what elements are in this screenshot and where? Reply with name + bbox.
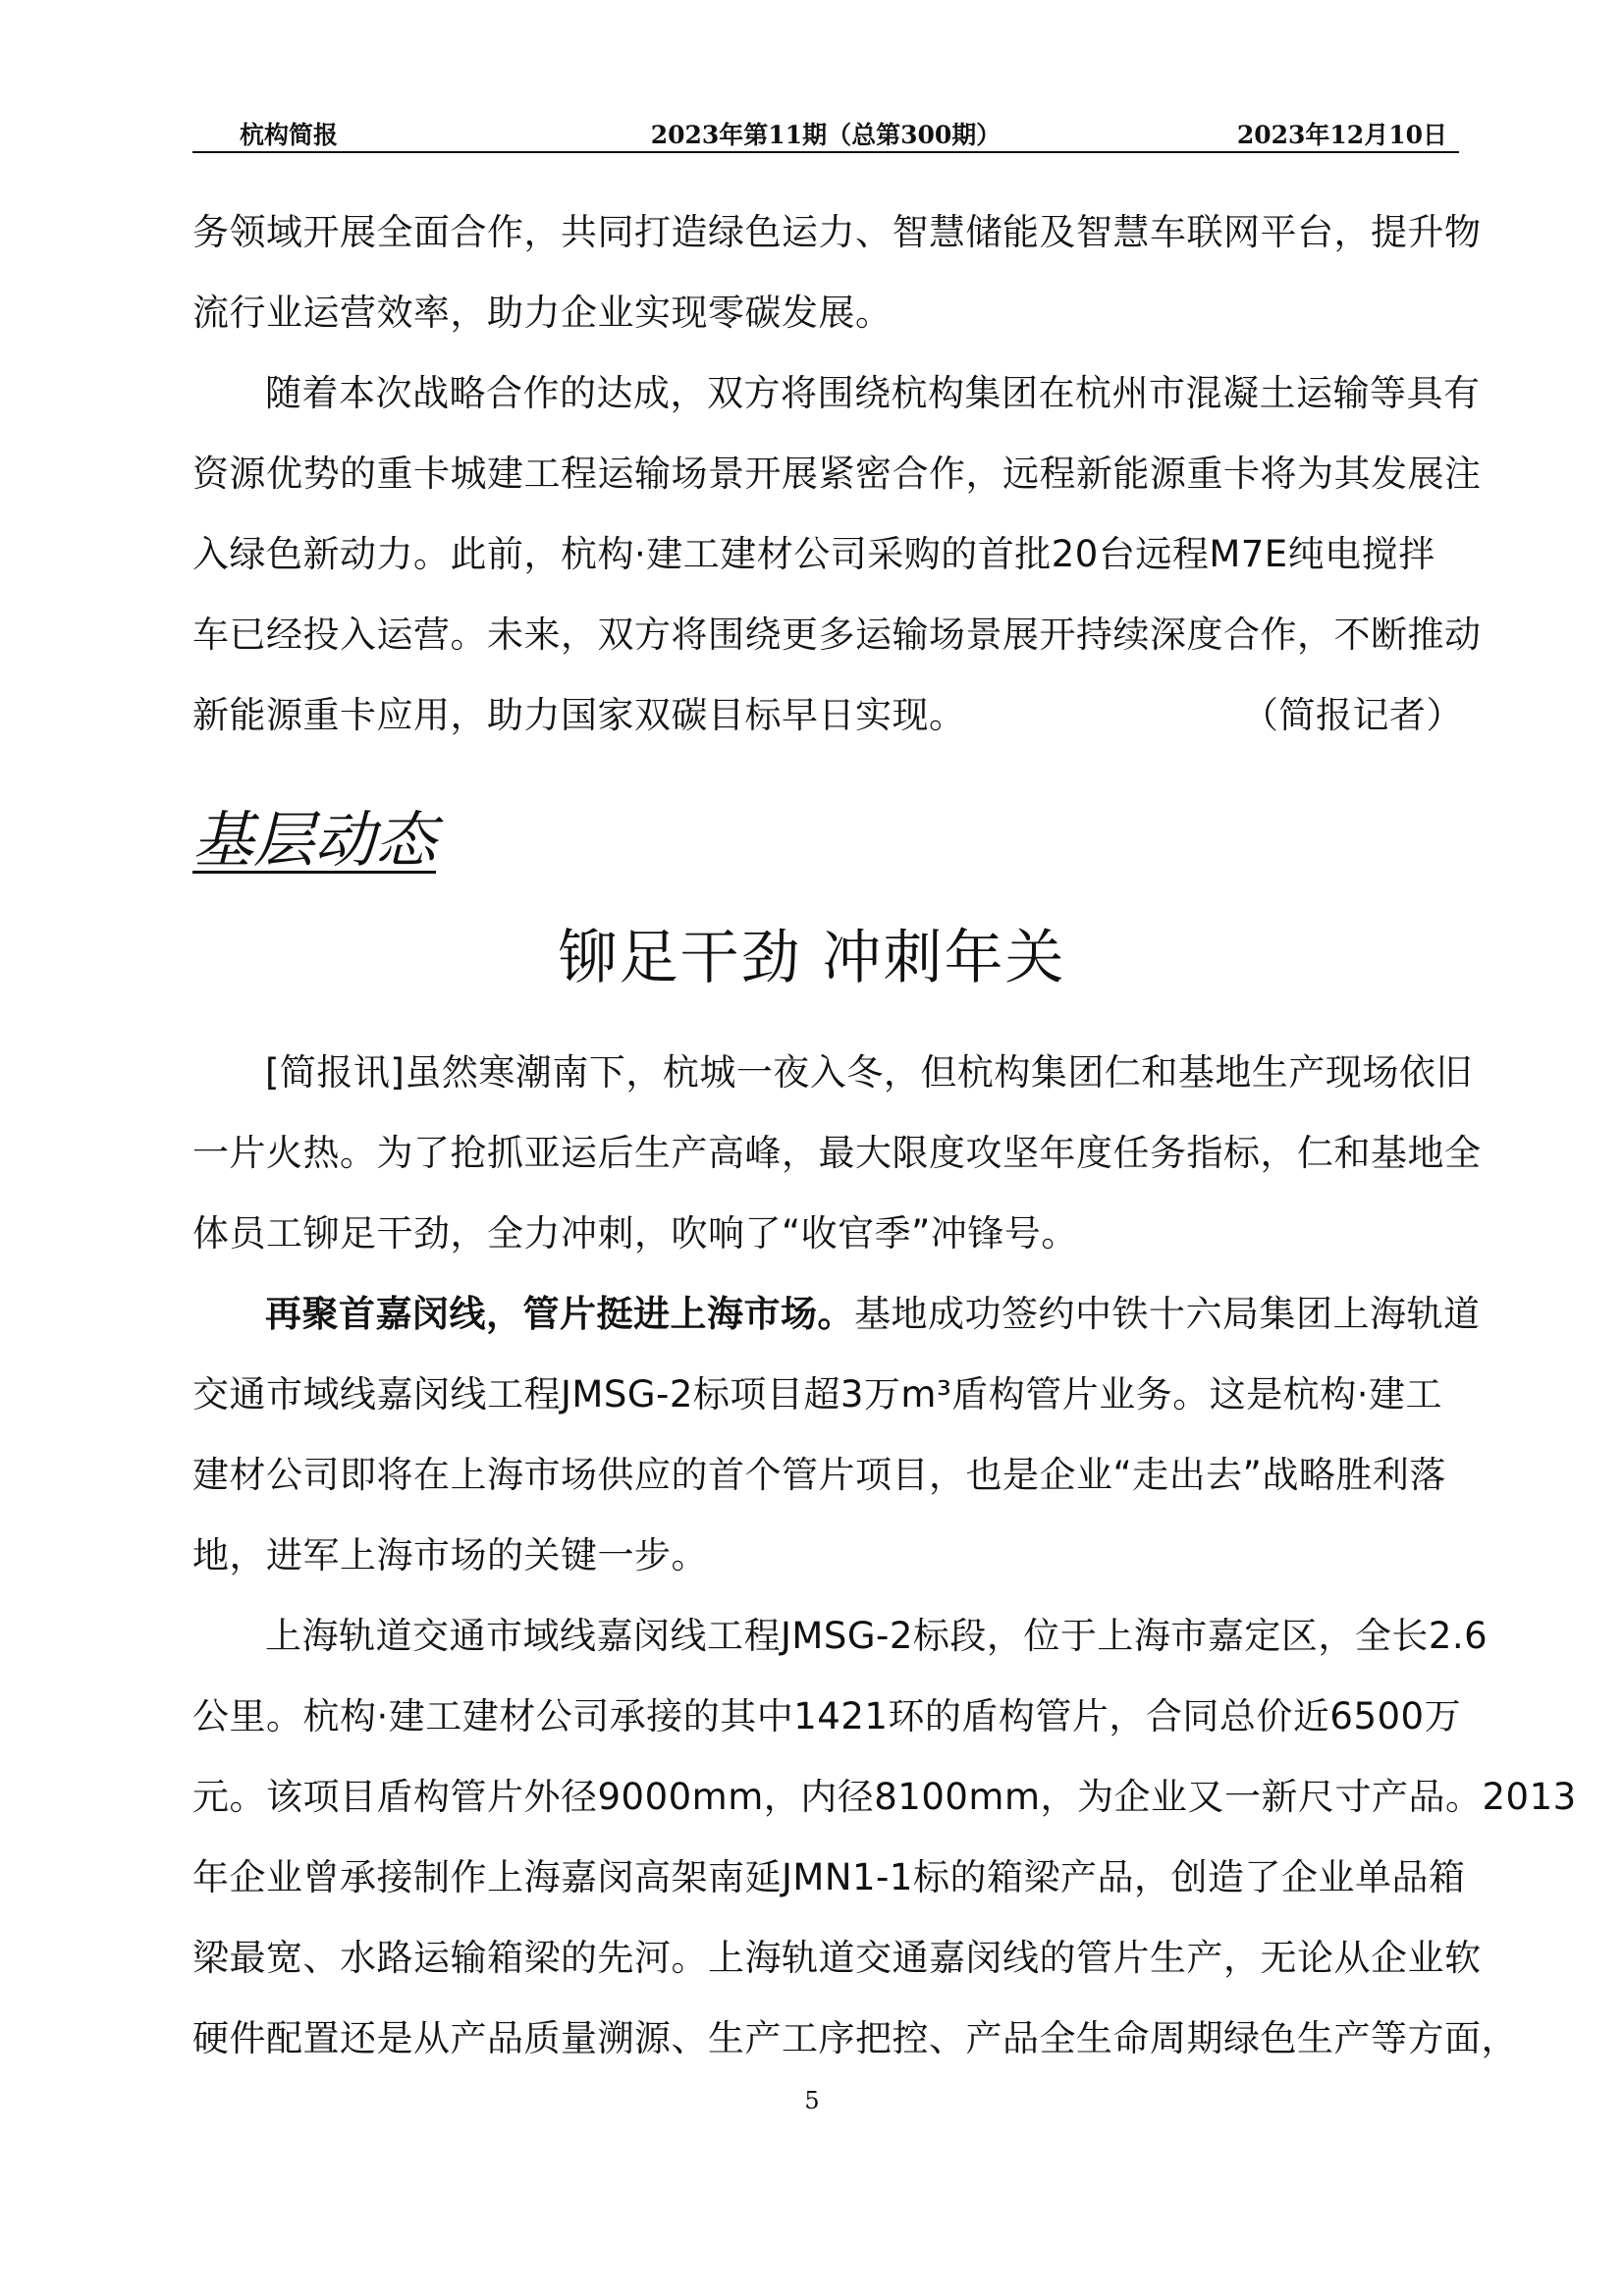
text-line-with-signature xyxy=(192,675,1463,756)
text-line: 体员工铆足干劲，全力冲刺，吹响了“收官季”冲锋号。 xyxy=(192,1212,1078,1255)
section-heading: 基层动态 xyxy=(192,804,437,876)
header-publication-name: 杭构简报 xyxy=(240,121,339,149)
header-date: 2023年12月10日 xyxy=(1236,121,1447,149)
running-header xyxy=(192,110,1459,149)
header-divider xyxy=(192,151,1459,153)
text-line: 上海轨道交通市域线嘉闵线工程JMSG-2标段，位于上海市嘉定区，全长2.6 xyxy=(265,1615,1489,1657)
paragraph-shanghai-market xyxy=(192,1274,1481,1596)
article-title: 铆足干劲 冲刺年关 xyxy=(558,924,1066,992)
text-line: 地，进军上海市场的关键一步。 xyxy=(192,1534,708,1576)
text-line: 新能源重卡应用，助力国家双碳目标早日实现。 xyxy=(192,694,966,736)
text-line: 随着本次战略合作的达成，双方将围绕杭构集团在杭州市混凝土运输等具有 xyxy=(265,372,1481,414)
paragraph-cooperation xyxy=(192,353,1482,756)
paragraph-lead xyxy=(192,1033,1482,1274)
text-line: 流行业运营效率，助力企业实现零碳发展。 xyxy=(192,292,893,334)
text-line xyxy=(192,1274,1481,1355)
text-line: 一片火热。为了抢抓亚运后生产高峰，最大限度攻坚年度任务指标，仁和基地全 xyxy=(192,1132,1482,1174)
text-fragment: 基地成功签约中铁十六局集团上海轨道 xyxy=(854,1293,1481,1335)
bold-lead-sentence: 再聚首嘉闵线，管片挺进上海市场。 xyxy=(265,1293,854,1335)
text-line: 元。该项目盾构管片外径9000mm，内径8100mm，为企业又一新尺寸产品。2013 xyxy=(192,1776,1577,1818)
text-line: [简报讯]虽然寒潮南下，杭城一夜入冬，但杭构集团仁和基地生产现场依旧 xyxy=(265,1051,1473,1094)
header-issue: 2023年第11期（总第300期） xyxy=(650,121,1001,149)
text-line: 建材公司即将在上海市场供应的首个管片项目，也是企业“走出去”战略胜利落 xyxy=(192,1454,1446,1496)
paragraph-continuation xyxy=(192,192,1482,353)
reporter-signature: （简报记者） xyxy=(1242,694,1463,736)
text-line: 车已经投入运营。未来，双方将围绕更多运输场景展开持续深度合作，不断推动 xyxy=(192,614,1482,656)
text-line: 年企业曾承接制作上海嘉闵高架南延JMN1-1标的箱梁产品，创造了企业单品箱 xyxy=(192,1856,1466,1898)
page-number: 5 xyxy=(804,2087,820,2114)
text-line: 务领域开展全面合作，共同打造绿色运力、智慧储能及智慧车联网平台，提升物 xyxy=(192,211,1482,253)
paragraph-project-details xyxy=(192,1596,1577,2079)
text-line: 资源优势的重卡城建工程运输场景开展紧密合作，远程新能源重卡将为其发展注 xyxy=(192,453,1482,495)
text-line: 梁最宽、水路运输箱梁的先河。上海轨道交通嘉闵线的管片生产，无论从企业软 xyxy=(192,1937,1482,1979)
text-line: 入绿色新动力。此前，杭构·建工建材公司采购的首批20台远程M7E纯电搅拌 xyxy=(192,533,1435,575)
text-line: 交通市域线嘉闵线工程JMSG-2标项目超3万m³盾构管片业务。这是杭构·建工 xyxy=(192,1373,1443,1415)
text-line: 公里。杭构·建工建材公司承接的其中1421环的盾构管片，合同总价近6500万 xyxy=(192,1695,1462,1737)
text-line: 硬件配置还是从产品质量溯源、生产工序把控、产品全生命周期绿色生产等方面， xyxy=(192,2017,1518,2059)
